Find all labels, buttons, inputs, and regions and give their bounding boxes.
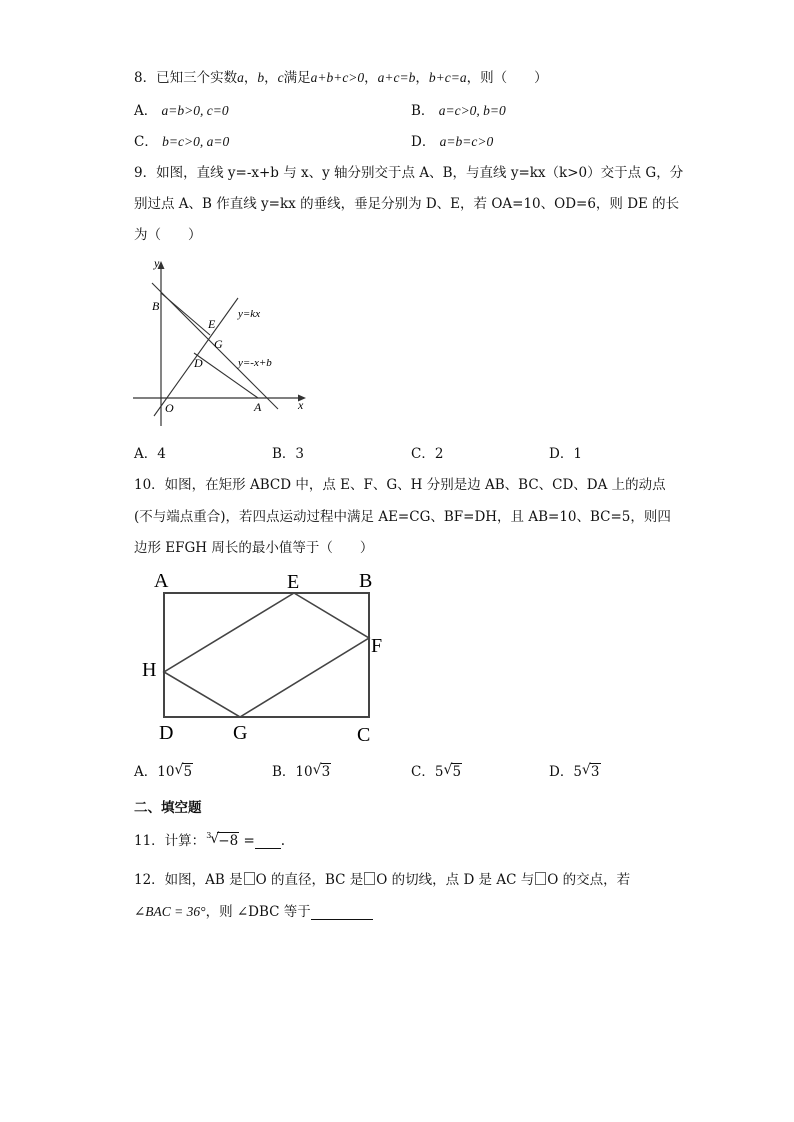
q8-var-b: b	[257, 70, 265, 85]
q10-label-A: A	[154, 570, 169, 592]
q10-option-b[interactable]	[272, 760, 331, 780]
q8-option-d-label: D．	[411, 134, 436, 150]
q9-option-d[interactable]: D．1	[549, 446, 582, 462]
q10-option-d[interactable]	[549, 760, 601, 780]
q9-option-c[interactable]: C．2	[411, 446, 444, 462]
q9-label-y: y	[154, 256, 160, 270]
q9-label-line: y=-x+b	[238, 357, 272, 369]
q9-label-A: A	[254, 400, 262, 414]
q10-option-c-radicand: 5	[452, 764, 462, 780]
q9-option-b[interactable]: B．3	[272, 446, 305, 462]
q10-option-d-label: D．	[549, 764, 574, 780]
q9-label-B: B	[152, 299, 160, 313]
q10-option-c-label: C．	[411, 764, 435, 780]
q10-option-a-coef: 10	[157, 764, 175, 780]
q12-text-a: 12．如图，AB 是	[134, 872, 243, 888]
q8-sep2: ，	[264, 70, 278, 86]
q10-option-a[interactable]	[134, 760, 193, 780]
q9-label-G: G	[214, 337, 223, 351]
section-title: 二、填空题	[134, 800, 202, 816]
q10-option-d-radicand: 3	[590, 764, 600, 780]
q9-perp-BE	[161, 293, 210, 335]
q9-option-a[interactable]: A．4	[134, 446, 166, 462]
q10-option-a-label: A．	[134, 764, 158, 780]
q11-cuberoot: √ −8	[210, 831, 239, 849]
q12-text-b: O 的直径，BC 是	[255, 872, 364, 888]
q9-label-E: E	[208, 317, 216, 331]
q10-label-C: C	[357, 724, 371, 746]
q8-option-b-label: B．	[411, 103, 435, 119]
q8-var-a: a	[237, 70, 244, 85]
q8-option-d[interactable]	[411, 130, 493, 150]
q10-label-F: F	[371, 635, 383, 657]
q9-stem-line2: 别过点 A、B 作直线 y=kx 的垂线，垂足分别为 D、E，若 OA=10、OD=6，则 DE 的长	[134, 196, 680, 212]
q10-rectangle	[164, 593, 369, 717]
q8-cond2: a+c=b	[377, 70, 416, 85]
q12-line2	[134, 900, 373, 920]
q12-text-c: O 的切线，点 D 是 AC 与	[376, 872, 535, 888]
q10-option-c-sqrt: √ 5	[443, 762, 462, 780]
q10-option-a-radicand: 5	[183, 764, 193, 780]
q10-stem-line3: 边形 EFGH 周长的最小值等于（ ）	[134, 540, 374, 556]
q8-option-b[interactable]	[411, 99, 506, 119]
q8-option-a[interactable]	[134, 99, 229, 119]
q8-cond-word: 满足	[283, 70, 311, 86]
q9-figure	[130, 253, 315, 431]
q12-line1	[134, 868, 630, 888]
q10-stem-line2: (不与端点重合)，若四点运动过程中满足 AE=CG、BF=DH，且 AB=10、BC=5，则四	[134, 509, 671, 525]
q8-stem-end: ，则（ ）	[466, 70, 548, 86]
q9-stem-line1: 9．如图，直线 y=-x+b 与 x、y 轴分别交于点 A、B，与直线 y=kx（k>0）交于点 G，分	[134, 165, 684, 181]
q8-option-d-text: a=b=c>0	[439, 134, 494, 149]
q8-option-a-text: a=b>0, c=0	[161, 103, 229, 118]
q8-option-c-text: b=c>0, a=0	[162, 134, 230, 149]
q11-root-index: 3	[206, 831, 212, 840]
q12-text-ask: ，则 ∠DBC 等于	[205, 904, 311, 920]
circle-placeholder-icon	[244, 872, 255, 885]
q8-stem-text: 8．已知三个实数	[134, 70, 238, 86]
q10-option-b-sqrt: √ 3	[312, 762, 331, 780]
q11-answer-blank[interactable]	[255, 848, 281, 849]
q10-label-E: E	[287, 571, 300, 593]
q9-label-x: x	[298, 398, 304, 412]
q10-quadrilateral	[164, 593, 369, 717]
q12-answer-blank[interactable]	[311, 919, 373, 920]
q10-option-d-sqrt: √ 3	[581, 762, 600, 780]
q11-equals: =	[239, 833, 255, 849]
circle-placeholder-icon	[364, 872, 375, 885]
q8-stem: 8．已知三个实数a，b，c满足a+b+c>0，a+c=b，b+c=a，则（ ）	[134, 70, 548, 86]
q10-option-c-coef: 5	[434, 764, 444, 780]
q10-label-G: G	[233, 722, 248, 744]
q11-end: .	[280, 833, 286, 849]
q10-option-b-coef: 10	[295, 764, 313, 780]
q8-sep1: ，	[243, 70, 258, 86]
q12-angle-given: ∠BAC = 36°	[134, 904, 206, 919]
circle-placeholder-icon	[535, 872, 546, 885]
q8-option-b-text: a=c>0, b=0	[438, 103, 506, 118]
q11	[134, 829, 285, 849]
q11-prefix: 11．计算：	[134, 833, 206, 849]
q9-stem-line3: 为（ ）	[134, 227, 202, 243]
q10-figure	[138, 566, 388, 751]
q8-option-c[interactable]	[134, 130, 229, 150]
q10-option-a-sqrt: √ 5	[174, 762, 193, 780]
q10-stem-line1: 10．如图，在矩形 ABCD 中，点 E、F、G、H 分别是边 AB、BC、CD、DA 上的动点	[134, 477, 666, 493]
q11-radicand: −8	[218, 833, 239, 849]
q9-label-O: O	[165, 401, 174, 415]
q10-label-B: B	[359, 570, 373, 592]
q10-label-D: D	[159, 722, 174, 744]
q12-text-d: O 的交点，若	[547, 872, 631, 888]
q10-option-b-label: B．	[272, 764, 296, 780]
q9-label-kx: y=kx	[238, 308, 261, 320]
q10-option-b-radicand: 3	[321, 764, 331, 780]
q8-cond3: b+c=a	[428, 70, 467, 85]
q8-var-c: c	[277, 70, 284, 85]
q8-option-a-label: A．	[134, 103, 158, 119]
q9-label-D: D	[194, 356, 203, 370]
q10-label-H: H	[142, 659, 157, 681]
q10-option-c[interactable]	[411, 760, 462, 780]
q8-cond1: a+b+c>0	[310, 70, 365, 85]
q10-option-d-coef: 5	[573, 764, 582, 780]
q8-option-c-label: C．	[134, 134, 158, 150]
